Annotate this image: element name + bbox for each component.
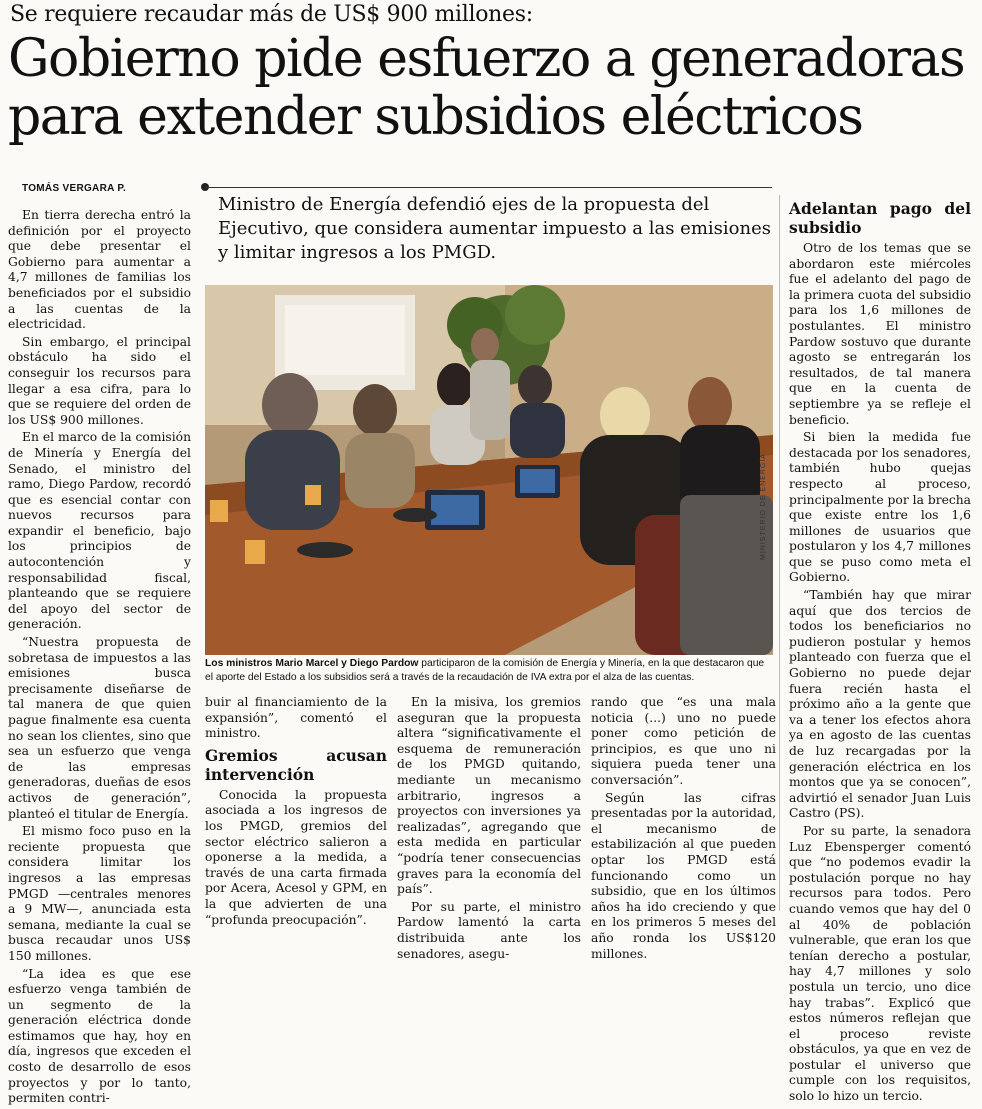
paragraph: Por su parte, el ministro Pardow lamentó la carta distribuida ante los senadores, asegu-: [397, 899, 581, 961]
headline: Gobierno pide esfuerzo a generadoras para extender subsidios eléctricos: [8, 29, 965, 147]
caption-bold: Los ministros Mario Marcel y Diego Pardow: [205, 658, 419, 669]
paragraph: En la misiva, los gremios aseguran que la propuesta altera “significativamente el esquema de remuneración de los PMGD quitando, mediante un mecanismo arbitrario, ingresos a proyectos con inversiones ya realizadas”, agregando que esta medida en particular “podría tener consecuencias graves para la economía del país”.: [397, 695, 581, 897]
paragraph: Por su parte, la senadora Luz Ebensperger comentó que “no podemos evadir la postulación porque no hay recursos para todos. Pero cuando vemos que hay del 0 al 40% de población vulnerable, que eran los que tenían derecho a postular, hay 4,7 millones y solo postula un tercio, uno dice hay trabas”. Explicó que estos números reflejan que el proceso reviste obstáculos, ya que en vez de postular el universo que cumple con los requisitos, solo lo hizo un tercio.: [789, 823, 971, 1104]
paragraph: buir al financiamiento de la expansión”, comentó el ministro.: [205, 695, 387, 741]
column-4: [591, 695, 776, 964]
paragraph: “Nuestra propuesta de sobretasa de impuestos a las emisiones busca precisamente diseñarse de tal manera de que quien pague finalmente esa cuenta no sean los clientes, sino que sea un esfuerzo que venga de las empresas generadoras, dueñas de esos activos de generación”, planteó el titular de Energía.: [8, 635, 191, 821]
paragraph: Conocida la propuesta asociada a los ingresos de los PMGD, gremios del sector eléctrico salieron a oponerse a la medida, a través de una carta firmada por Acera, Acesol y GPM, en la que advierten de una “profunda preocupación”.: [205, 787, 387, 927]
paragraph: “La idea es que ese esfuerzo venga también de un segmento de la generación eléctrica donde estimamos que hay, hoy en día, ingresos que exceden el costo de desarrollo de esos proyectos y por lo tanto, permiten contri-: [8, 966, 191, 1106]
caption-text: participaron de la comisión de Energía y Minería, en la que destacaron que el aporte del Estado a los subsidios será a través de la recaudación de IVA extra por el alza de las cuentas.: [205, 658, 765, 683]
photo-credit: MINISTERIO DE ENERGÍA: [760, 453, 767, 560]
paragraph: rando que “es una mala noticia (...) uno no puede poner como petición de principios, es que uno ni siquiera pueda tener una conversación”.: [591, 695, 776, 787]
paragraph: Otro de los temas que se abordaron este miércoles fue el adelanto del pago de la primera cuota del subsidio para los 1,6 millones de postulantes. El ministro Pardow sostuvo que durante agosto se entregarán los resultados, de tal manera que en la cuenta de septiembre ya se refleje el beneficio.: [789, 241, 971, 427]
column-2: [205, 695, 387, 930]
column-divider: [779, 195, 780, 911]
byline: TOMÁS VERGARA P.: [22, 183, 127, 194]
photo-caption: [205, 657, 773, 684]
deck-rule: [205, 187, 772, 188]
subhead-adelantan: Adelantan pago del subsidio: [789, 199, 971, 237]
paragraph: En tierra derecha entró la definición por el proyecto que debe presentar el Gobierno para aumentar a 4,7 millones de familias los beneficiados por el subsidio a las cuentas de la electricidad.: [8, 208, 191, 332]
subhead-gremios: Gremios acusan intervención: [205, 745, 387, 784]
column-3: [397, 695, 581, 964]
kicker: Se requiere recaudar más de US$ 900 millones:: [10, 2, 533, 27]
paragraph: En el marco de la comisión de Minería y Energía del Senado, el ministro del ramo, Diego Pardow, recordó que es esencial contar con nuevos recursos para expandir el beneficio, bajo los principios de autocontención y responsabilidad fiscal, planteando que se requiere del apoyo del sector de generación.: [8, 430, 191, 632]
deck: Ministro de Energía defendió ejes de la propuesta del Ejecutivo, que considera aumentar impuesto a las emisiones y limitar ingresos a los PMGD.: [218, 194, 771, 263]
paragraph: Si bien la medida fue destacada por los senadores, también hubo quejas respecto al proceso, principalmente por la brecha que existe entre los 1,6 millones de usuarios que postularon y los 4,7 millones que se puso como meta el Gobierno.: [789, 430, 971, 585]
paragraph: “También hay que mirar aquí que dos tercios de todos los beneficiarios no pudieron postular y hemos planteado con fuerza que el Gobierno no puede dejar fuera recién hasta el próximo año a la gente que va a tener los efectos ahora ya en agosto de las cuentas de luz recargadas por la generación eléctrica en los montos que ya se conocen”, advirtió el senador Juan Luis Castro (PS).: [789, 588, 971, 821]
paragraph: El mismo foco puso en la reciente propuesta que considera limitar los ingresos a las empresas PMGD —centrales menores a 9 MW—, anunciada esta semana, mediante la cual se busca recaudar unos US$ 150 millones.: [8, 824, 191, 963]
column-5: [789, 195, 971, 1107]
column-1: [8, 208, 191, 1109]
paragraph: Según las cifras presentadas por la autoridad, el mecanismo de estabilización al que pueden optar los PMGD está funcionando como un subsidio, que en los últimos años ha ido creciendo y que en los primeros 5 meses del año ronda los US$120 millones.: [591, 790, 776, 961]
meeting-photo: [205, 285, 773, 655]
paragraph: Sin embargo, el principal obstáculo ha sido el conseguir los recursos para llegar a esa cifra, para lo que se requiere del orden de los US$ 900 millones.: [8, 334, 191, 427]
